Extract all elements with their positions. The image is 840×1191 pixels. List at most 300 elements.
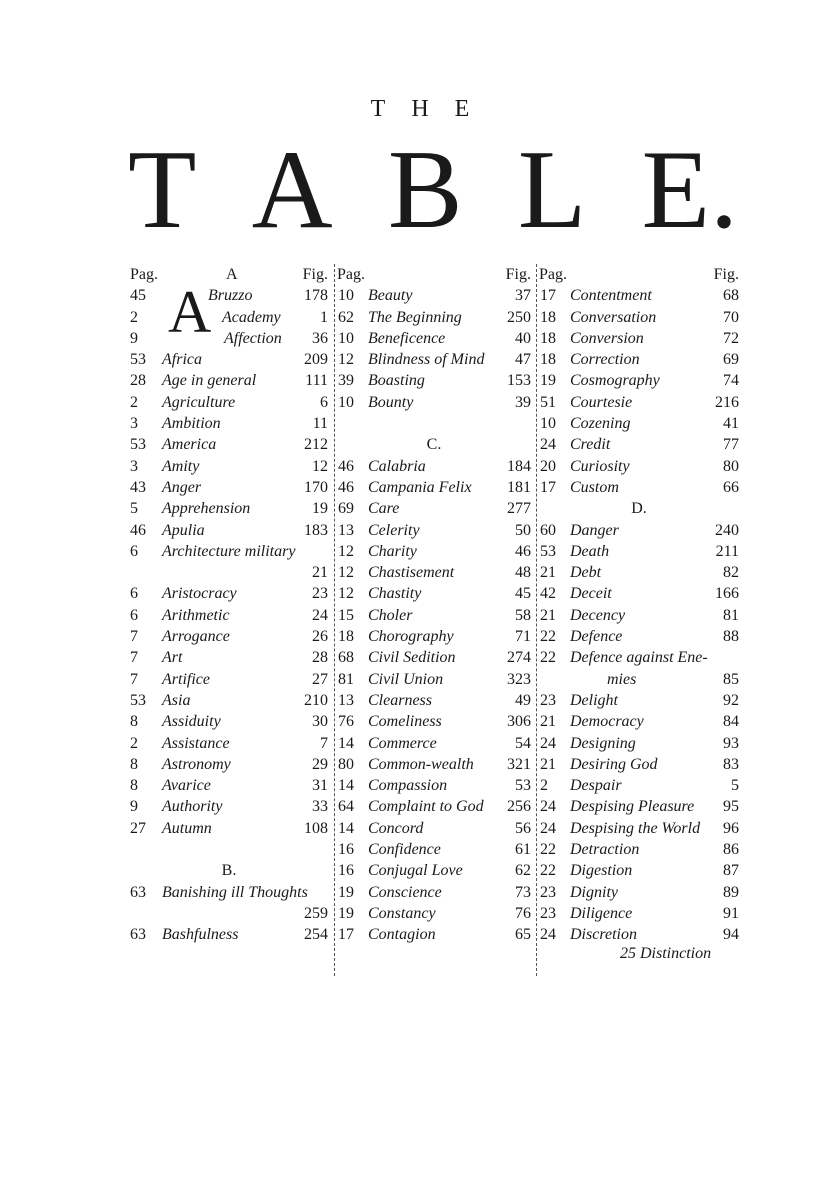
index-entry xyxy=(128,434,330,455)
entry-page: 14 xyxy=(338,777,354,795)
entry-figure: 26 xyxy=(312,628,328,646)
entry-title: Common-wealth xyxy=(368,755,474,773)
entry-figure: 92 xyxy=(723,691,739,709)
index-entry xyxy=(537,839,741,860)
title-letter: T xyxy=(128,128,197,252)
drop-cap: A xyxy=(168,279,212,345)
index-entry xyxy=(335,541,533,562)
index-entry xyxy=(335,520,533,541)
entry-page: 81 xyxy=(338,670,354,688)
index-entry xyxy=(128,583,330,604)
entry-figure: 58 xyxy=(515,606,531,624)
index-entry xyxy=(537,349,741,370)
entry-figure: 69 xyxy=(723,351,739,369)
entry-title: Bruzzo xyxy=(208,287,253,305)
entry-title: Democracy xyxy=(570,713,644,731)
entry-title: Contentment xyxy=(570,287,652,305)
entry-figure: 61 xyxy=(515,841,531,859)
entry-page: 63 xyxy=(130,926,146,944)
entry-figure: 306 xyxy=(507,713,531,731)
entry-title: Astronomy xyxy=(162,755,231,773)
entry-figure: 76 xyxy=(515,904,531,922)
entry-figure: 85 xyxy=(723,670,739,688)
index-entry xyxy=(335,477,533,498)
entry-title: Artifice xyxy=(162,670,210,688)
entry-title: Academy xyxy=(222,308,281,326)
index-entry xyxy=(128,392,330,413)
entry-page: 2 xyxy=(130,734,138,752)
entry-figure: 88 xyxy=(723,628,739,646)
entry-title: Africa xyxy=(162,351,202,369)
entry-page: 19 xyxy=(338,883,354,901)
entry-figure: 23 xyxy=(312,585,328,603)
index-entry xyxy=(128,733,330,754)
entry-page: 17 xyxy=(540,287,556,305)
entry-title: Bounty xyxy=(368,393,414,411)
index-entry xyxy=(128,307,330,328)
entry-title: Calabria xyxy=(368,457,426,475)
entry-figure: 56 xyxy=(515,819,531,837)
entry-page: 18 xyxy=(540,329,556,347)
entry-page: 28 xyxy=(130,372,146,390)
index-entry xyxy=(128,349,330,370)
entry-figure: 19 xyxy=(312,500,328,518)
entry-title: Celerity xyxy=(368,521,420,539)
index-entry xyxy=(128,626,330,647)
index-entry xyxy=(537,434,741,455)
index-entry xyxy=(537,328,741,349)
entry-title: Courtesie xyxy=(570,393,633,411)
entry-title: Civil Union xyxy=(368,670,444,688)
index-entry xyxy=(335,413,533,434)
entry-page: 62 xyxy=(338,308,354,326)
index-entry xyxy=(128,541,330,562)
letter-header: A xyxy=(226,266,238,283)
entry-figure: 95 xyxy=(723,798,739,816)
entry-title: Authority xyxy=(162,798,223,816)
entry-page: 22 xyxy=(540,862,556,880)
index-entry xyxy=(537,924,741,945)
entry-title: Care xyxy=(368,500,400,518)
entry-page: 51 xyxy=(540,393,556,411)
entry-figure: 29 xyxy=(312,755,328,773)
index-entry xyxy=(335,839,533,860)
entry-page: 24 xyxy=(540,798,556,816)
index-entry xyxy=(335,754,533,775)
index-entry xyxy=(335,328,533,349)
entry-title: Architecture military xyxy=(162,542,296,560)
entry-title: Compassion xyxy=(368,777,448,795)
entry-page: 6 xyxy=(130,542,138,560)
entry-title: Correction xyxy=(570,351,640,369)
entry-title: Dignity xyxy=(570,883,618,901)
the-heading: THE xyxy=(370,96,496,122)
index-entry xyxy=(335,562,533,583)
index-entry xyxy=(335,669,533,690)
index-entry xyxy=(128,328,330,349)
entry-page: 16 xyxy=(338,841,354,859)
fig-header: Fig. xyxy=(302,266,328,283)
index-entry xyxy=(128,285,330,306)
entry-title: Cosmography xyxy=(570,372,660,390)
index-entry xyxy=(128,839,330,860)
entry-page: 64 xyxy=(338,798,354,816)
index-entry xyxy=(335,392,533,413)
entry-page: 7 xyxy=(130,670,138,688)
entry-figure: 86 xyxy=(723,841,739,859)
entry-figure: 36 xyxy=(312,329,328,347)
entry-figure: 84 xyxy=(723,713,739,731)
index-entry xyxy=(128,647,330,668)
entry-page: 43 xyxy=(130,478,146,496)
entry-page: 42 xyxy=(540,585,556,603)
entry-figure: 321 xyxy=(507,755,531,773)
entry-page: 19 xyxy=(338,904,354,922)
entry-figure: 211 xyxy=(715,542,739,560)
entry-title: Clearness xyxy=(368,691,432,709)
index-entry xyxy=(335,903,533,924)
entry-page: 53 xyxy=(130,691,146,709)
entry-figure: 254 xyxy=(304,926,328,944)
entry-figure: 49 xyxy=(515,691,531,709)
entry-page: 8 xyxy=(130,713,138,731)
entry-title: Charity xyxy=(368,542,417,560)
index-entry xyxy=(335,924,533,945)
entry-title: America xyxy=(162,436,217,454)
entry-figure: 277 xyxy=(507,500,531,518)
index-entry xyxy=(537,477,741,498)
entry-page: 14 xyxy=(338,819,354,837)
entry-title: Despising Pleasure xyxy=(570,798,695,816)
index-entry xyxy=(537,775,741,796)
entry-page: 53 xyxy=(540,542,556,560)
index-entry xyxy=(335,456,533,477)
entry-page: 2 xyxy=(540,777,548,795)
entry-figure: 93 xyxy=(723,734,739,752)
entry-title: Conversation xyxy=(570,308,657,326)
entry-title: Assiduity xyxy=(162,713,221,731)
index-entry xyxy=(335,307,533,328)
entry-figure: 81 xyxy=(723,606,739,624)
entry-title: Beneficence xyxy=(368,329,446,347)
entry-title: Cozening xyxy=(570,415,631,433)
entry-page: 21 xyxy=(540,713,556,731)
entry-title: Detraction xyxy=(570,841,640,859)
entry-title: Commerce xyxy=(368,734,437,752)
entry-page: 12 xyxy=(338,351,354,369)
index-entry xyxy=(537,583,741,604)
entry-figure: 74 xyxy=(723,372,739,390)
entry-title: Credit xyxy=(570,436,611,454)
entry-page: 13 xyxy=(338,691,354,709)
index-entry xyxy=(537,520,741,541)
entry-title: Asia xyxy=(162,691,191,709)
entry-figure: 94 xyxy=(723,926,739,944)
index-entry xyxy=(335,818,533,839)
entry-page: 7 xyxy=(130,649,138,667)
entry-title: Delight xyxy=(570,691,618,709)
entry-title: Concord xyxy=(368,819,424,837)
entry-figure: 212 xyxy=(304,436,328,454)
entry-figure: 12 xyxy=(312,457,328,475)
entry-figure: 70 xyxy=(723,308,739,326)
entry-figure: 183 xyxy=(304,521,328,539)
entry-figure: 274 xyxy=(507,649,531,667)
entry-page: 24 xyxy=(540,436,556,454)
index-entry xyxy=(537,307,741,328)
entry-figure: 209 xyxy=(304,351,328,369)
entry-figure: 153 xyxy=(507,372,531,390)
entry-title: Chastity xyxy=(368,585,422,603)
title-letter: B xyxy=(387,128,463,252)
entry-page: 53 xyxy=(130,436,146,454)
entry-title: Avarice xyxy=(162,777,211,795)
entry-page: 22 xyxy=(540,628,556,646)
entry-title: Agriculture xyxy=(162,393,236,411)
index-entry xyxy=(335,349,533,370)
index-entry xyxy=(335,285,533,306)
entry-title: Decency xyxy=(570,606,626,624)
index-entry xyxy=(128,370,330,391)
entry-title: Digestion xyxy=(570,862,633,880)
index-entry xyxy=(335,690,533,711)
index-columns xyxy=(128,264,740,976)
entry-title: Despising the World xyxy=(570,819,701,837)
index-entry xyxy=(335,647,533,668)
entry-figure: 65 xyxy=(515,926,531,944)
entry-title: Diligence xyxy=(570,904,633,922)
index-entry xyxy=(128,796,330,817)
index-entry xyxy=(128,413,330,434)
index-entry xyxy=(128,456,330,477)
entry-title: Assistance xyxy=(162,734,230,752)
index-entry xyxy=(537,860,741,881)
entry-page: 12 xyxy=(338,564,354,582)
index-column-1 xyxy=(128,264,330,976)
entry-figure: 28 xyxy=(312,649,328,667)
entry-title: Conversion xyxy=(570,329,644,347)
column-header xyxy=(128,264,330,285)
entry-page: 8 xyxy=(130,777,138,795)
index-entry xyxy=(335,370,533,391)
entry-figure: 45 xyxy=(515,585,531,603)
entry-figure: 250 xyxy=(507,308,531,326)
entry-page: 3 xyxy=(130,457,138,475)
index-entry xyxy=(537,370,741,391)
index-entry xyxy=(335,860,533,881)
fig-header: Fig. xyxy=(505,266,531,283)
entry-page: 45 xyxy=(130,287,146,305)
index-entry xyxy=(128,562,330,583)
entry-page: 18 xyxy=(540,351,556,369)
entry-title: Ambition xyxy=(162,415,221,433)
index-entry xyxy=(537,541,741,562)
entry-title: Defence xyxy=(570,628,623,646)
entry-page: 68 xyxy=(338,649,354,667)
entry-page: 18 xyxy=(338,628,354,646)
pag-header: Pag. xyxy=(130,266,158,283)
index-entry xyxy=(537,733,741,754)
entry-figure: 37 xyxy=(515,287,531,305)
entry-title: Complaint to God xyxy=(368,798,484,816)
entry-title: Blindness of Mind xyxy=(368,351,485,369)
entry-page: 63 xyxy=(130,883,146,901)
entry-page: 20 xyxy=(540,457,556,475)
entry-figure: 240 xyxy=(715,521,739,539)
entry-figure: 54 xyxy=(515,734,531,752)
entry-title: Debt xyxy=(570,564,602,582)
entry-figure: 323 xyxy=(507,670,531,688)
entry-page: 60 xyxy=(540,521,556,539)
index-entry xyxy=(128,605,330,626)
entry-title: Chorography xyxy=(368,628,454,646)
entry-figure: 184 xyxy=(507,457,531,475)
entry-title: Constancy xyxy=(368,904,436,922)
entry-figure: 256 xyxy=(507,798,531,816)
entry-figure: 77 xyxy=(723,436,739,454)
entry-title: Custom xyxy=(570,478,619,496)
entry-figure: 11 xyxy=(312,415,328,433)
entry-page: 53 xyxy=(130,351,146,369)
entry-title: Death xyxy=(570,542,610,560)
entry-page: 13 xyxy=(338,521,354,539)
entry-title: Amity xyxy=(162,457,200,475)
entry-page: 24 xyxy=(540,819,556,837)
index-column-2 xyxy=(334,264,533,976)
entry-page: 46 xyxy=(338,457,354,475)
section-letter: B. xyxy=(221,862,237,880)
entry-figure: 47 xyxy=(515,351,531,369)
entry-figure: 1 xyxy=(320,308,328,326)
entry-title: Conscience xyxy=(368,883,442,901)
entry-figure: 68 xyxy=(723,287,739,305)
entry-figure: 91 xyxy=(723,904,739,922)
entry-page: 80 xyxy=(338,755,354,773)
index-entry xyxy=(335,626,533,647)
entry-figure: 30 xyxy=(312,713,328,731)
index-entry xyxy=(537,562,741,583)
index-entry xyxy=(335,605,533,626)
entry-figure: 166 xyxy=(715,585,739,603)
index-entry xyxy=(335,583,533,604)
catchword: 25 Distinction xyxy=(620,945,712,962)
index-entry xyxy=(537,647,741,668)
index-entry xyxy=(537,754,741,775)
entry-figure: 111 xyxy=(305,372,328,390)
entry-page: 14 xyxy=(338,734,354,752)
entry-figure: 80 xyxy=(723,457,739,475)
entry-figure: 6 xyxy=(320,393,328,411)
entry-page: 10 xyxy=(338,393,354,411)
entry-title: Curiosity xyxy=(570,457,630,475)
entry-page: 19 xyxy=(540,372,556,390)
entry-figure: 53 xyxy=(515,777,531,795)
entry-figure: 82 xyxy=(723,564,739,582)
column-header xyxy=(537,264,741,285)
entry-page: 22 xyxy=(540,841,556,859)
index-entry xyxy=(537,796,741,817)
pag-header: Pag. xyxy=(337,266,365,283)
entry-figure: 72 xyxy=(723,329,739,347)
index-entry xyxy=(537,392,741,413)
index-entry xyxy=(335,775,533,796)
index-entry xyxy=(537,903,741,924)
entry-title: Contagion xyxy=(368,926,436,944)
entry-title: Art xyxy=(162,649,183,667)
index-entry xyxy=(537,456,741,477)
index-entry xyxy=(537,690,741,711)
entry-figure: 62 xyxy=(515,862,531,880)
entry-figure: 89 xyxy=(723,883,739,901)
entry-title: Deceit xyxy=(570,585,612,603)
entry-page: 10 xyxy=(338,329,354,347)
entry-figure: 50 xyxy=(515,521,531,539)
entry-page: 46 xyxy=(338,478,354,496)
pag-header: Pag. xyxy=(539,266,567,283)
entry-title: Danger xyxy=(570,521,619,539)
entry-figure: 7 xyxy=(320,734,328,752)
entry-figure: 108 xyxy=(304,819,328,837)
entry-page: 39 xyxy=(338,372,354,390)
column-header xyxy=(335,264,533,285)
index-entry xyxy=(128,754,330,775)
entry-figure: 66 xyxy=(723,478,739,496)
entry-figure: 5 xyxy=(731,777,739,795)
entry-title: Conjugal Love xyxy=(368,862,463,880)
title-letter: L xyxy=(517,128,587,252)
entry-page: 9 xyxy=(130,329,138,347)
entry-title: Designing xyxy=(570,734,636,752)
entry-title: Beauty xyxy=(368,287,413,305)
entry-page: 2 xyxy=(130,393,138,411)
entry-page: 5 xyxy=(130,500,138,518)
entry-title: Aristocracy xyxy=(162,585,237,603)
fig-header: Fig. xyxy=(713,266,739,283)
index-entry xyxy=(537,605,741,626)
entry-title: Banishing ill Thoughts xyxy=(162,883,308,901)
entry-title: Comeliness xyxy=(368,713,442,731)
entry-page: 69 xyxy=(338,500,354,518)
index-entry xyxy=(537,669,741,690)
entry-figure: 41 xyxy=(723,415,739,433)
entry-figure: 33 xyxy=(312,798,328,816)
index-entry xyxy=(128,924,330,945)
entry-page: 6 xyxy=(130,606,138,624)
section-letter: D. xyxy=(631,500,647,518)
index-entry xyxy=(537,413,741,434)
entry-figure: 71 xyxy=(515,628,531,646)
index-entry xyxy=(128,690,330,711)
entry-title: Apprehension xyxy=(162,500,251,518)
entry-title: Chastisement xyxy=(368,564,455,582)
entry-figure: 181 xyxy=(507,478,531,496)
index-entry xyxy=(128,903,330,924)
index-entry xyxy=(335,711,533,732)
entry-page: 21 xyxy=(540,564,556,582)
entry-figure: 170 xyxy=(304,478,328,496)
entry-page: 3 xyxy=(130,415,138,433)
entry-page: 46 xyxy=(130,521,146,539)
index-entry xyxy=(537,285,741,306)
index-entry xyxy=(128,520,330,541)
entry-page: 17 xyxy=(338,926,354,944)
entry-title: Choler xyxy=(368,606,413,624)
entry-page: 17 xyxy=(540,478,556,496)
index-entry xyxy=(537,626,741,647)
title-letter: E. xyxy=(641,128,738,252)
entry-title: Arrogance xyxy=(162,628,230,646)
entry-page: 18 xyxy=(540,308,556,326)
